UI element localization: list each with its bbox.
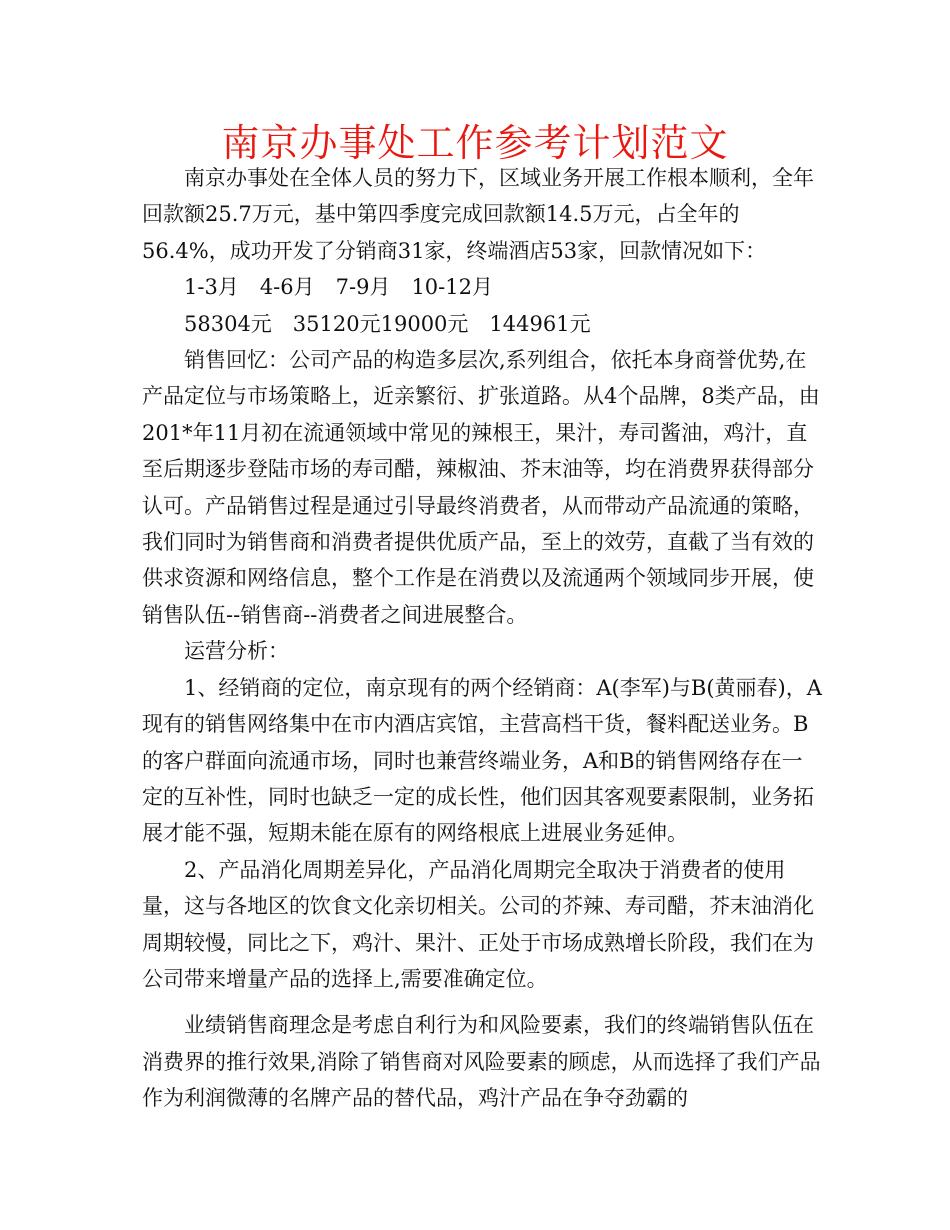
intro-paragraph: 南京办事处在全体人员的努力下，区域业务开展工作根本顺利，全年回款额25.7万元，基中第四季度完成回款额14.5万元，占全年的56.4%，成功开发了分销商31家，终端酒店53家，回款情况如下： [142, 166, 814, 263]
distributor-positioning-paragraph: 1、经销商的定位，南京现有的两个经销商：A(李军)与B(黄丽春)，A现有的销售网络集中在市内酒店宾馆，主营高档干货，餐料配送业务。B的客户群面向流通市场，同时也兼营终端业务，A和B的销售网络存在一定的互补性，同时也缺乏一定的成长性，他们因其客观要素限制，业务拓展才能不强，短期未能在原有的网络根底上进展业务延伸。 [142, 675, 822, 846]
quarter-header-line: 1-3月 4-6月 7-9月 10-12月 [184, 275, 493, 300]
quarter-amount-line: 58304元 35120元19000元 144961元 [184, 311, 591, 336]
paragraph-spacer [142, 997, 822, 1007]
consumption-cycle-paragraph: 2、产品消化周期差异化，产品消化周期完全取决于消费者的使用量，这与各地区的饮食文化亲切相关。公司的芥辣、寿司醋，芥末油消化周期较慢，同比之下，鸡汁、果汁、正处于市场成熟增长阶段，我们在为公司带来增量产品的选择上,需要准确定位。 [142, 857, 814, 991]
operations-analysis-heading: 运营分析： [184, 639, 289, 664]
document-title: 南京办事处工作参考计划范文 [221, 121, 729, 165]
performance-paragraph: 业绩销售商理念是考虑自利行为和风险要素，我们的终端销售队伍在消费界的推行效果,消除了销售商对风险要素的顾虑，从而选择了我们产品作为利润微薄的名牌产品的替代品，鸡汁产品在争夺劲霸的 [142, 1013, 821, 1111]
document-body [142, 160, 822, 1117]
sales-review-paragraph: 销售回忆：公司产品的构造多层次,系列组合，依托本身商誉优势,在产品定位与市场策略上，近亲繁衍、扩张道路。从4个品牌，8类产品，由201*年11月初在流通领域中常见的辣根王，果汁，寿司酱油，鸡汁，直至后期逐步登陆市场的寿司醋，辣椒油、芥末油等，均在消费界获得部分认可。产品销售过程是通过引导最终消费者，从而带动产品流通的策略，我们同时为销售商和消费者提供优质产品，至上的效劳，直截了当有效的供求资源和网络信息，整个工作是在消费以及流通两个领域同步开展，使销售队伍--销售商--消费者之间进展整合。 [142, 348, 820, 627]
